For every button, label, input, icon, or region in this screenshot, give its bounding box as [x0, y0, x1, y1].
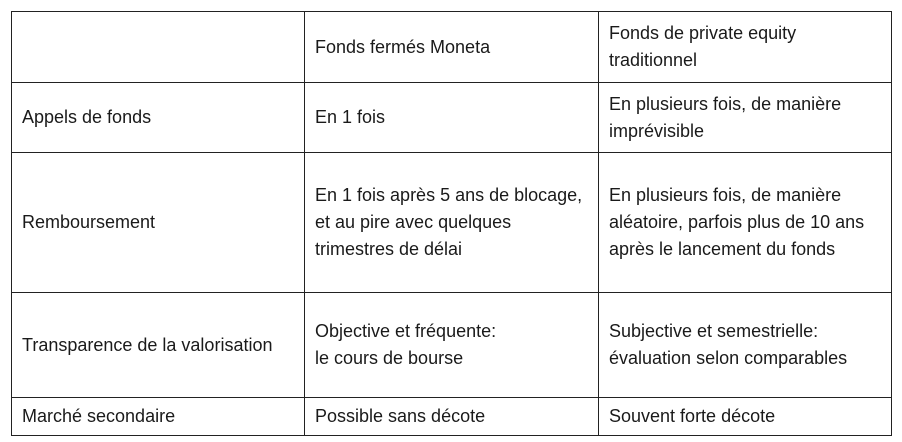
moneta-cell: En 1 fois après 5 ans de blocage, et au pire avec quelques trimestres de délai — [305, 153, 599, 293]
header-empty-cell — [12, 12, 305, 83]
header-moneta-cell: Fonds fermés Moneta — [305, 12, 599, 83]
table-row — [12, 153, 892, 293]
table-row — [12, 398, 892, 436]
table-header-row — [12, 12, 892, 83]
table-row — [12, 293, 892, 398]
moneta-cell: Objective et fréquente: le cours de bourse — [305, 293, 599, 398]
table-row — [12, 83, 892, 153]
row-label-cell: Appels de fonds — [12, 83, 305, 153]
private-equity-cell: Subjective et semestrielle: évaluation selon comparables — [599, 293, 892, 398]
header-private-equity-cell: Fonds de private equity traditionnel — [599, 12, 892, 83]
private-equity-cell: Souvent forte décote — [599, 398, 892, 436]
row-label-cell: Remboursement — [12, 153, 305, 293]
private-equity-cell: En plusieurs fois, de manière imprévisible — [599, 83, 892, 153]
row-label-cell: Marché secondaire — [12, 398, 305, 436]
moneta-cell: En 1 fois — [305, 83, 599, 153]
moneta-cell: Possible sans décote — [305, 398, 599, 436]
row-label-cell: Transparence de la valorisation — [12, 293, 305, 398]
comparison-table — [11, 11, 892, 436]
private-equity-cell: En plusieurs fois, de manière aléatoire, parfois plus de 10 ans après le lancement du fonds — [599, 153, 892, 293]
